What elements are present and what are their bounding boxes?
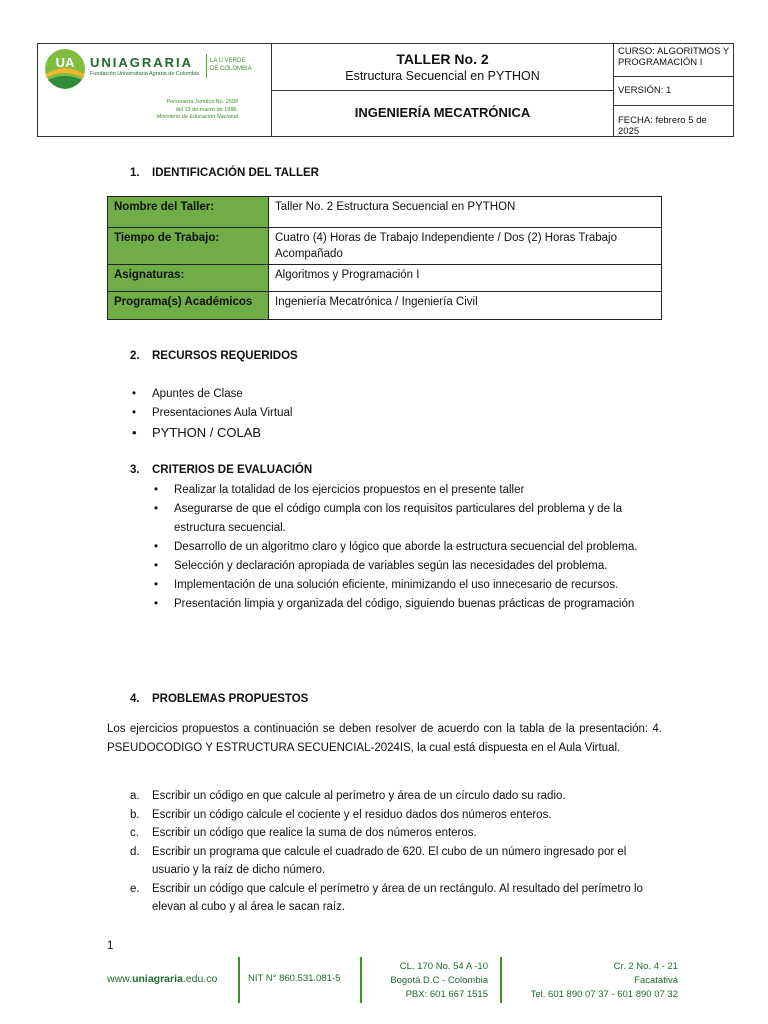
table-row — [108, 197, 662, 228]
address-bogota — [370, 960, 488, 1002]
doc-title: TALLER No. 2 — [396, 51, 489, 67]
item-marker: d. — [130, 845, 140, 858]
table-value: Algoritmos y Programación I — [269, 265, 662, 292]
table-row — [108, 265, 662, 292]
section-2-number: 2. — [130, 350, 140, 362]
legal-line-2: del 13 de marzo de 1986. — [175, 106, 238, 113]
doc-subtitle: Estructura Secuencial en PYTHON — [345, 69, 540, 83]
workshop-info-table — [107, 196, 662, 320]
address-facatativa — [505, 960, 678, 1002]
section-2-title: RECURSOS REQUERIDOS — [152, 350, 298, 362]
table-value: Cuatro (4) Horas de Trabajo Independiente / Dos (2) Horas Trabajo Acompañado — [269, 228, 662, 265]
title-cell — [272, 44, 614, 136]
address-line: CL. 170 No. 54 A -10 — [399, 961, 488, 972]
item-text: Escribir un código que calcule el perímetro y área de un rectángulo. Al resultado del perímetro lo elevan al cubo y al área le sacan raíz. — [152, 882, 643, 913]
page-number: 1 — [107, 940, 114, 952]
section-2-heading — [130, 350, 298, 362]
item-text: Escribir un código calcule el cociente y el residuo dados dos números enteros. — [152, 808, 552, 821]
section-4-heading — [130, 693, 308, 705]
item-text: Escribir un código que realice la suma de dos números enteros. — [152, 827, 477, 839]
address-line: Tel. 601 890 07 37 - 601 890 07 32 — [530, 989, 678, 1000]
nit-number: NIT N° 860.531.081-5 — [248, 973, 341, 984]
section-3-number: 3. — [130, 464, 140, 476]
course-label: CURSO: ALGORITMOS Y PROGRAMACIÓN I — [614, 44, 734, 77]
program-title: INGENIERÍA MECATRÓNICA — [354, 105, 531, 120]
section-4-number: 4. — [130, 693, 140, 705]
table-row — [108, 228, 662, 265]
list-item: • Presentaciones Aula Virtual — [130, 404, 292, 423]
section-4-intro: Los ejercicios propuestos a continuación se deben resolver de acuerdo con la tabla de la presentación: 4. PSEUDOCODIGO Y ESTRUCTURA SECUENCIAL-2024IS, la cual está dispuesta en el Aula Virtual. — [107, 723, 662, 754]
resources-list — [130, 385, 292, 442]
table-row — [108, 292, 662, 320]
list-item: • Desarrollo de un algoritmo claro y lógico que aborde la estructura secuencial del problema. — [152, 538, 662, 557]
logo-divider — [206, 54, 207, 78]
section-3-heading — [130, 464, 312, 476]
list-item — [130, 787, 662, 806]
footer-divider — [500, 957, 502, 1003]
problems-list — [130, 787, 662, 917]
uverde-line-1: LA U VERDE — [210, 58, 246, 64]
logo-uverde — [210, 57, 252, 73]
document-header — [37, 43, 734, 137]
list-item: • Asegurarse de que el código cumpla con los requisitos particulares del problema y de la estructura secuencial. — [152, 500, 662, 538]
list-item: • Presentación limpia y organizada del código, siguiendo buenas prácticas de programación — [152, 595, 662, 614]
item-marker: a. — [130, 790, 140, 802]
list-item — [130, 824, 662, 843]
logo-name: UNIAGRARIA — [90, 55, 194, 70]
list-item: • Apuntes de Clase — [130, 385, 292, 404]
table-key: Asignaturas: — [108, 265, 269, 292]
item-marker: b. — [130, 808, 140, 821]
logo-tagline: Fundación Universitaria Agraria de Colombia — [90, 71, 200, 77]
section-1-title: IDENTIFICACIÓN DEL TALLER — [152, 167, 319, 179]
section-4-title: PROBLEMAS PROPUESTOS — [152, 693, 309, 705]
section-3-title: CRITERIOS DE EVALUACIÓN — [152, 464, 313, 476]
website-link[interactable] — [107, 973, 217, 985]
page-footer — [0, 955, 768, 1005]
web-brand: uniagraria — [132, 973, 183, 985]
address-line: Facatativá — [634, 975, 678, 986]
logo-mark-text: UA — [55, 55, 75, 70]
address-line: Cr. 2 No. 4 - 21 — [613, 961, 678, 972]
section-1-number: 1. — [130, 167, 140, 179]
section-1-heading — [130, 167, 319, 179]
table-value: Taller No. 2 Estructura Secuencial en PYTHON — [269, 197, 662, 228]
uniagraria-logo-icon — [44, 48, 86, 90]
table-key: Programa(s) Académicos — [108, 292, 269, 320]
list-item: • PYTHON / COLAB — [130, 423, 292, 442]
list-item: • Implementación de una solución eficiente, minimizando el uso innecesario de recursos. — [152, 576, 662, 595]
list-item — [130, 880, 662, 917]
list-item — [130, 843, 662, 880]
meta-cell — [614, 44, 734, 136]
address-line: PBX: 601 667 1515 — [405, 989, 488, 1000]
item-text: Escribir un programa que calcule el cuadrado de 620. El cubo de un número ingresado por el usuario y la raíz de dicho número. — [152, 845, 627, 876]
table-key: Tiempo de Trabajo: — [108, 228, 269, 265]
legal-line-1: Personería Jurídica No. 2599 — [166, 99, 238, 105]
version-label: VERSIÓN: 1 — [614, 77, 734, 106]
logo-legal-text — [78, 99, 238, 122]
item-marker: e. — [130, 882, 140, 895]
list-item — [130, 806, 662, 825]
list-item: • Realizar la totalidad de los ejercicios propuestos en el presente taller — [152, 481, 662, 500]
table-value: Ingeniería Mecatrónica / Ingeniería Civil — [269, 292, 662, 320]
logo-cell — [38, 44, 272, 136]
date-label: FECHA: febrero 5 de 2025 — [618, 115, 707, 137]
web-suffix: .edu.co — [182, 973, 218, 985]
web-prefix: www. — [107, 973, 133, 985]
address-line: Bogotá D.C - Colombia — [390, 975, 488, 986]
footer-divider — [238, 957, 240, 1003]
uverde-line-2: DE COLOMBIA — [210, 66, 252, 72]
footer-divider — [360, 957, 362, 1003]
criteria-list — [152, 481, 662, 614]
item-marker: c. — [130, 827, 139, 839]
item-text: Escribir un código en que calcule al perímetro y área de un círculo dado su radio. — [152, 790, 566, 802]
table-key: Nombre del Taller: — [108, 197, 269, 228]
list-item: • Selección y declaración apropiada de variables según las necesidades del problema. — [152, 557, 662, 576]
legal-line-3: Ministerio de Educación Nacional — [156, 114, 238, 120]
